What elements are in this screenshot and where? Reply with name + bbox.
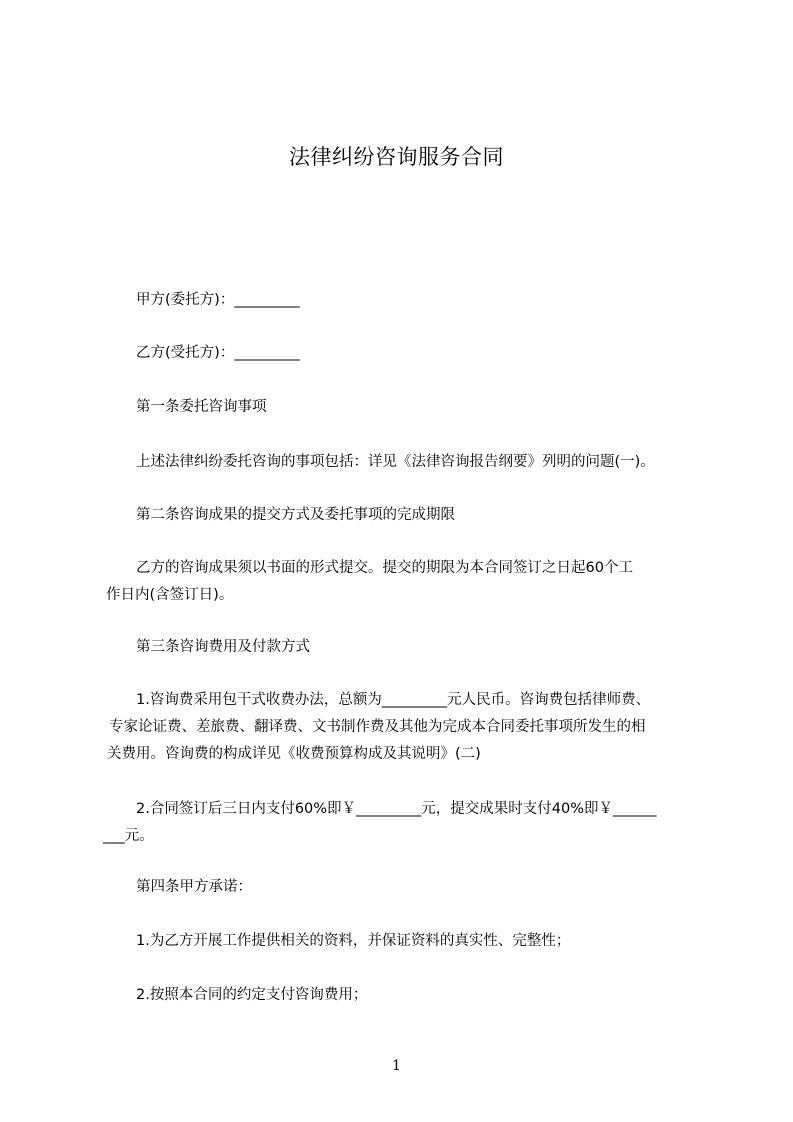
document-title: 法律纠纷咨询服务合同: [289, 145, 504, 169]
article-3-item-1-line-3: 关费用。咨询费的构成详见《收费预算构成及其说明》(二): [107, 746, 481, 762]
article-3-item-2-line-2: ___元。: [103, 828, 154, 844]
page-number: 1: [392, 1058, 401, 1074]
article-4-item-2: 2.按照本合同的约定支付咨询费用；: [136, 987, 368, 1003]
party-b-line: 乙方(受托方)：_________: [136, 345, 300, 361]
article-3-item-1-line-1: 1.咨询费采用包干式收费办法，总额为_________元人民币。咨询费包括律师费、: [136, 692, 651, 708]
article-3-heading: 第三条咨询费用及付款方式: [136, 639, 310, 655]
article-2-heading: 第二条咨询成果的提交方式及委托事项的完成期限: [136, 507, 455, 523]
article-3-item-1: [107, 687, 651, 768]
article-1-body: 上述法律纠纷委托咨询的事项包括：详见《法律咨询报告纲要》列明的问题(一)。: [136, 454, 655, 470]
article-4-heading: 第四条甲方承诺：: [136, 879, 252, 895]
article-2-body-line-2: 作日内(含签订日)。: [106, 587, 234, 603]
article-2-body: [106, 555, 633, 609]
article-2-body-line-1: 乙方的咨询成果须以书面的形式提交。提交的期限为本合同签订之日起60个工: [136, 560, 633, 576]
article-3-item-1-line-2: 专家论证费、差旅费、翻译费、文书制作费及其他为完成本合同委托事项所发生的相: [109, 719, 646, 735]
article-1-heading: 第一条委托咨询事项: [136, 399, 267, 415]
article-4-item-1: 1.为乙方开展工作提供相关的资料，并保证资料的真实性、完整性；: [136, 933, 571, 949]
article-3-item-2: [103, 796, 657, 850]
party-a-line: 甲方(委托方)：_________: [136, 292, 300, 308]
article-3-item-2-line-1: 2.合同签订后三日内支付60%即￥_________元，提交成果时支付40%即￥______: [136, 801, 657, 817]
